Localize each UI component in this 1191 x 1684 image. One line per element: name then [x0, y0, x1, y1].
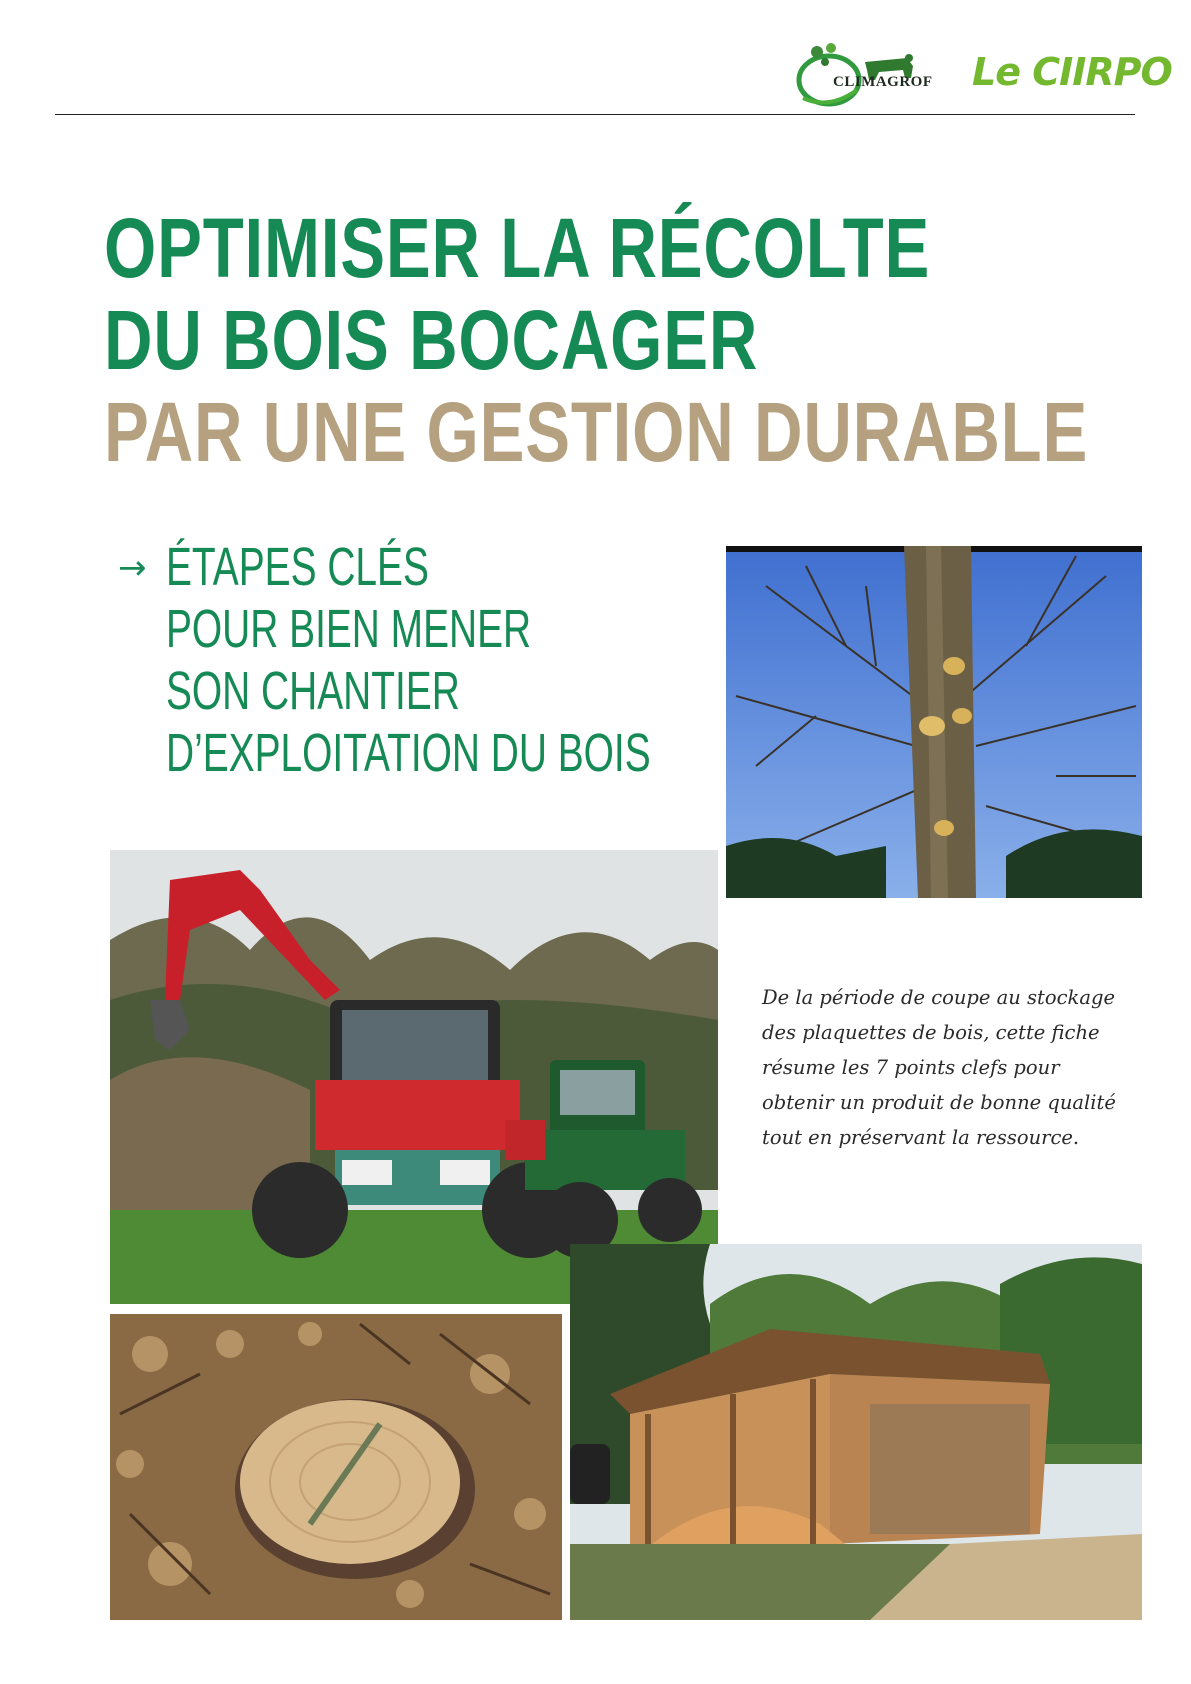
climagrof-logo-text: CLIMAGROF	[833, 74, 933, 90]
intro-line-5: tout en préservant la ressource.	[762, 1126, 1080, 1149]
subtitle-line-3: SON CHANTIER	[166, 661, 460, 721]
tractor-harvest-photo	[110, 850, 718, 1304]
subtitle-line-1: ÉTAPES CLÉS	[166, 537, 429, 597]
pruned-tree-photo	[726, 546, 1142, 898]
intro-line-4: obtenir un produit de bonne qualité	[762, 1091, 1116, 1114]
intro-line-2: des plaquettes de bois, cette fiche	[762, 1021, 1100, 1044]
ciirpo-logo: Le CIIRPO	[972, 50, 1172, 94]
title-line-2: DU BOIS BOCAGER	[104, 293, 759, 387]
tree-stump-photo	[110, 1314, 562, 1620]
climagrof-logo	[795, 40, 945, 108]
header-divider	[55, 114, 1135, 115]
arrow-right-icon: →	[118, 548, 147, 588]
intro-line-1: De la période de coupe au stockage	[762, 986, 1115, 1009]
subtitle-line-2: POUR BIEN MENER	[166, 599, 532, 659]
subtitle-line-4: D’EXPLOITATION DU BOIS	[166, 723, 651, 783]
intro-paragraph	[762, 980, 1116, 1155]
title-line-3: PAR UNE GESTION DURABLE	[104, 385, 1089, 479]
wood-chip-storage-shed-photo	[570, 1244, 1142, 1620]
title-line-1: OPTIMISER LA RÉCOLTE	[104, 201, 931, 295]
intro-line-3: résume les 7 points clefs pour	[762, 1056, 1060, 1079]
